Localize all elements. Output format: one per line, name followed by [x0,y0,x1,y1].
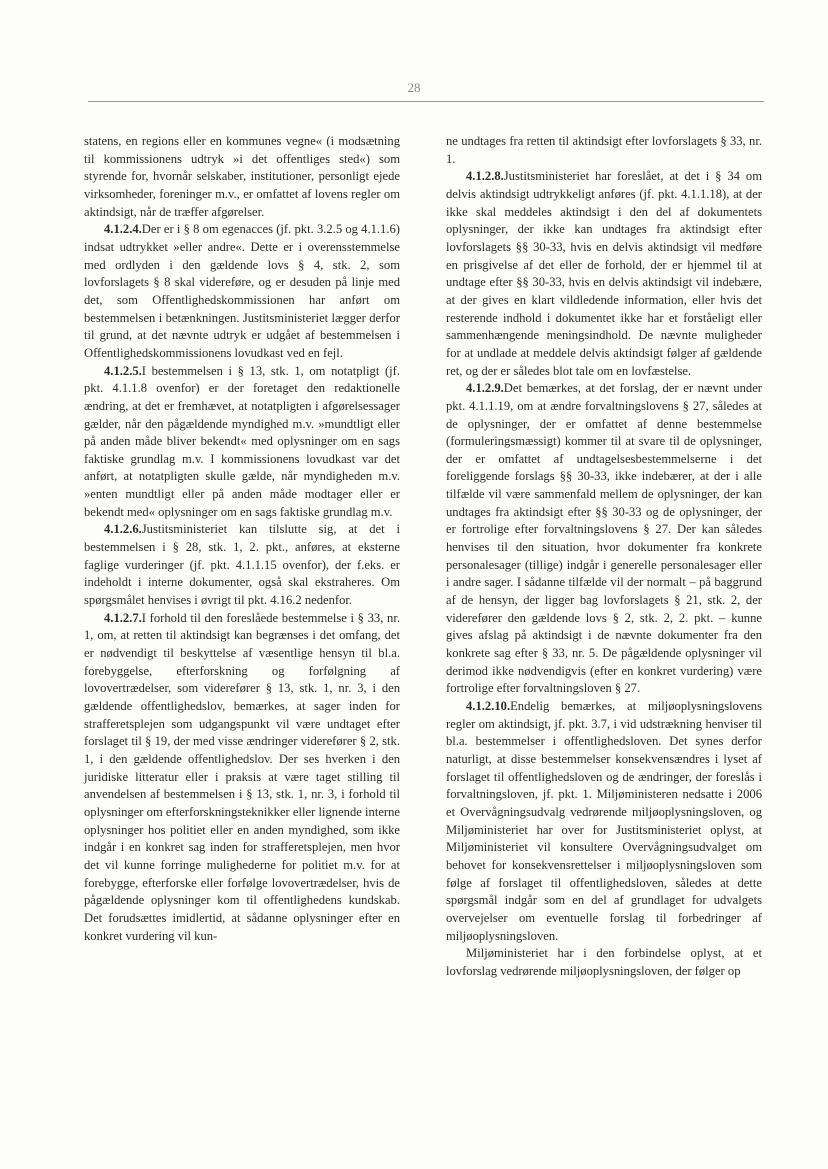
section-number: 4.1.2.9. [466,381,504,396]
section-4-1-2-9 [446,380,762,698]
section-4-1-2-8 [446,168,762,380]
page-number: 28 [407,80,421,95]
header-rule [88,101,764,102]
section-number: 4.1.2.4. [104,222,142,237]
left-column [84,133,400,945]
paragraph-final [446,945,762,980]
paragraph-continuation [446,133,762,168]
section-number: 4.1.2.7. [104,610,142,625]
paragraph-text: Miljøministeriet har i den forbindelse oplyst, at et lovforslag vedrørende miljøoplysningsloven, der følger op [446,946,762,978]
paragraph-text: Justitsministeriet kan tilslutte sig, at det i bestemmelsen i § 28, stk. 1, 2. pkt., anføres, at eksterne faglige vurderinger (jf. pkt. 4.1.1.15 ovenfor), der f.eks. er indeholdt i interne dokumenter, også skal ekstraheres. Om spørgsmålet henvises i øvrigt til pkt. 4.16.2 nedenfor. [84,522,400,608]
section-number: 4.1.2.10. [466,699,511,713]
paragraph-text: Der er i § 8 om egenacces (jf. pkt. 3.2.5 og 4.1.1.6) indsat udtrykket »eller andre«. Dette er i overensstemmelse med ordlyden i den gældende lovs § 4, stk. 2, som lovforslagets § 8 skal videreføre, og er desuden på linje med det, som Offentlighedskommissionen har anført om bestemmelsen i betænkningen. Justitsministeriet lægger derfor til grund, at det nævnte udtryk er udgået af bestemmelsen i Offentlighedskommissionens lovudkast ved en fejl. [84,222,400,360]
paragraph-text: Justitsministeriet har foreslået, at det i § 34 om delvis aktindsigt udtrykkeligt anføres (jf. pkt. 4.1.1.18), at der ikke skal meddeles aktindsigt i den del af dokumentets oplysninger, der ikke kan undtages fra aktindsigt efter lovforslagets §§ 30-33, hvis en delvis aktindsigt vil medføre en prisgivelse af det eller de forhold, der er hjemmel til at undtage efter §§ 30-33, hvis en delvis aktindsigt vil indebære, at der gives en klart vildledende information, eller hvis det resterende indhold i dokumentet ikke har et forståeligt eller sammenhængende meningsindhold. De nævnte muligheder for at undlade at meddele delvis aktindsigt følger af gældende ret, og der er således blot tale om en lovfæstelse. [446,169,762,378]
section-number: 4.1.2.8. [466,169,504,184]
paragraph-text: I bestemmelsen i § 13, stk. 1, om notatpligt (jf. pkt. 4.1.1.8 ovenfor) er der foretaget den redaktionelle ændring, at det er fremhævet, at notatpligten i afgørelsessager gælder, når den pågældende myndighed m.v. »mundtligt eller på anden måde bliver bekendt« med oplysninger om en sags faktiske grundlag m.v. I kommissionens lovudkast var det anført, at notatpligten skulle gælde, når myndigheden m.v. »enten mundtligt eller på anden måde modtager eller er bekendt med« oplysninger om en sags faktiske grundlag m.v. [84,363,400,519]
paragraph-text: Endelig bemærkes, at miljøoplysningslovens regler om aktindsigt, jf. pkt. 3.7, i vid udstrækning henviser til bl.a. bestemmelser i offentlighedsloven. Det synes derfor naturligt, at disse bestemmelser konsekvensændres i lyset af forslaget til offentlighedsloven og de ændringer, der foreslås i forvaltningsloven, jf. pkt. 1. Miljøministeren nedsatte i 2006 et Overvågningsudvalg vedrørende miljøoplysningsloven, og Miljøministeriet har over for Justitsministeriet oplyst, at Miljøministeriet vil konsultere Overvågningsudvalget om behovet for konsekvensrettelser i miljøoplysningsloven som følge af forslaget til offentlighedsloven, således at dette spørgsmål indgår som en del af grundlaget for udvalgets overvejelser om eventuelle forslag til forbedringer af miljøoplysningsloven. [446,699,762,943]
section-4-1-2-10 [446,698,762,945]
paragraph-text: Det bemærkes, at det forslag, der er nævnt under pkt. 4.1.1.19, om at ændre forvaltningslovens § 27, således at de oplysninger, der er omfattet af denne bestemmelse (formuleringsmæssigt) kommer til at svare til de oplysninger, der er omfattet af undtagelsesbestemmelserne i det foreliggende forslags §§ 30-33, ikke indebærer, at der i alle tilfælde vil være sammenfald mellem de oplysninger, der kan undtages fra aktindsigt efter §§ 30-33 og de oplysninger, der er fortrolige efter forvaltningslovens § 27. Der kan således henvises til den situation, hvor dokumenter fra konkrete personalesager (tillige) indgår i generelle personalesager eller i andre sager. I sådanne tilfælde vil der normalt – på baggrund af de hensyn, der ligger bag lovforslagets § 21, stk. 2, der viderefører den gældende lovs § 2, stk. 2, 2. pkt. – kunne gives afslag på aktindsigt i de nævnte dokumenter fra den konkrete sag efter § 33, nr. 5. De pågældende oplysninger vil derimod ikke nødvendigvis (efter en konkret vurdering) være fortrolige efter forvaltningsloven § 27. [446,381,762,696]
paragraph-text: I forhold til den foreslåede bestemmelse i § 33, nr. 1, om, at retten til aktindsigt kan begrænses i det omfang, det er nødvendigt til beskyttelse af væsentlige hensyn til bl.a. forebyggelse, efterforskning og forfølgning af lovovertrædelser, som viderefører § 13, stk. 1, nr. 3, i den gældende offentlighedslov, bemærkes, at sager inden for strafferetsplejen som udgangspunkt vil være undtaget efter forslaget til § 19, der med visse ændringer viderefører § 2, stk. 1, i den gældende offentlighedslov. Der ses hverken i den juridiske litteratur eller i praksis at være taget stilling til anvendelsen af bestemmelsen i § 13, stk. 1, nr. 3, i forhold til oplysninger om efterforskningsteknikker eller lignende interne oplysninger hos politiet eller en anden myndighed, som ikke indgår i en konkret sag inden for strafferetsplejen, men hvor det vil kunne forringe mulighederne for politiet m.v. for at forebygge, efterforske eller forfølge lovovertrædelser, hvis de pågældende oplysninger kom til offentlighedens kundskab. Det forudsættes imidlertid, at sådanne oplysninger efter en konkret vurdering vil kun- [84,610,400,943]
paragraph-continuation [84,133,400,221]
section-4-1-2-5 [84,363,400,522]
section-number: 4.1.2.6. [104,522,142,537]
paragraph-text: ne undtages fra retten til aktindsigt efter lovforslagets § 33, nr. 1. [446,134,762,166]
section-4-1-2-6 [84,521,400,609]
section-4-1-2-4 [84,221,400,362]
section-4-1-2-7 [84,610,400,945]
section-number: 4.1.2.5. [104,363,142,378]
paragraph-text: statens, en regions eller en kommunes vegne« (i modsætning til kommissionens udtryk »i det offentliges sted«) som styrende for, hvornår selskaber, institutioner, personligt ejede virksomheder, foreninger m.v., er omfattet af lovens regler om aktindsigt, når de træffer afgørelser. [84,134,400,219]
right-column [446,133,762,981]
